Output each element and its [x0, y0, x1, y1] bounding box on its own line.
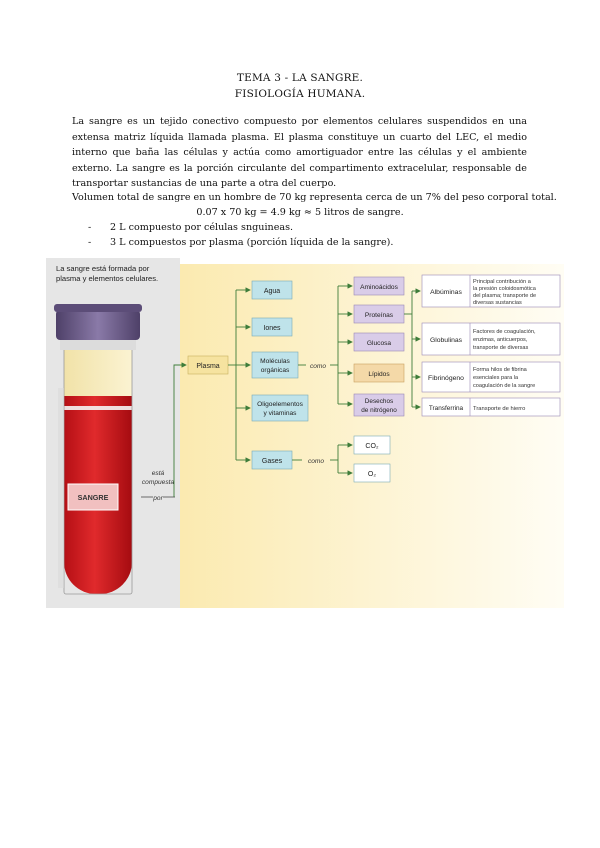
tube-cap-top: [54, 304, 142, 312]
gases-label: Gases: [261, 458, 283, 465]
document-subtitle: FISIOLOGÍA HUMANA.: [234, 88, 366, 100]
albumin-desc: del plasma; transporte de: [473, 293, 537, 299]
composed-text-3: por: [153, 495, 163, 502]
aminoacids-label: Aminoácidos: [360, 284, 398, 291]
transferrin-desc: Transporte de hierro: [473, 406, 526, 412]
trace-box: [252, 395, 308, 421]
globulin-desc: Factores de coagulación,: [473, 329, 536, 335]
fibrinogen-row: [422, 362, 560, 392]
albumin-name: Albúminas: [430, 289, 462, 296]
tube-rim: [60, 340, 136, 350]
intro-paragraph: La sangre es un tejido conectivo compuesto por elementos celulares suspendidos en una extensa matriz líquida llamada plasma. El plasma constituye un cuarto del LEC, el medio interno que baña las células y actúa como amortiguador entre las células y el ambiente externo. La sangre es la porción circulante del compartimento extracelular, responsable de transportar sustancias de una parte a otra del cuerpo.: [72, 116, 527, 190]
bullet-item: [88, 237, 393, 248]
albumin-row: [422, 275, 560, 307]
como-label: como: [309, 363, 327, 370]
organic-label-2: orgánicas: [260, 367, 290, 374]
albumin-desc: Principal contribución a: [473, 279, 531, 285]
buffy-coat: [64, 406, 132, 410]
organic-box: [252, 352, 298, 378]
test-tube: [54, 304, 142, 594]
albumin-desc: diversas sustancias: [473, 300, 522, 306]
figure-caption-2: plasma y elementos celulares.: [56, 274, 159, 283]
albumin-desc: la presión coloidosmótica: [473, 286, 536, 292]
ions-label: Iones: [263, 325, 281, 332]
figure-caption: La sangre está formada por: [56, 264, 150, 273]
globulin-desc: enzimas, anticuerpos,: [473, 337, 528, 343]
transferrin-name: Transferrina: [428, 405, 464, 412]
transferrin-row: [422, 398, 560, 416]
plasma-label: Plasma: [196, 363, 220, 370]
co2-label: CO₂: [365, 443, 379, 450]
trace-label: Oligoelementos: [257, 401, 303, 408]
o2-label: O₂: [367, 471, 377, 478]
tube-label: SANGRE: [77, 493, 109, 502]
bullet-marker: -: [88, 222, 92, 233]
bullet-text: 2 L compuesto por células snguineas.: [110, 222, 294, 233]
figure-svg: [46, 258, 564, 608]
fibrinogen-desc: Forma hilos de fibrina: [473, 367, 527, 373]
composed-text-1: está: [151, 470, 165, 477]
formula-line: 0.07 x 70 kg = 4.9 kg ≈ 5 litros de sangre.: [196, 207, 404, 218]
globulin-row: [422, 323, 560, 355]
water-label: Agua: [263, 288, 281, 295]
bullet-item: [88, 222, 293, 233]
tube-shadow: [58, 388, 64, 588]
globulin-name: Globulinas: [429, 337, 463, 344]
waste-label-2: de nitrógeno: [361, 407, 397, 414]
bullet-marker: -: [88, 237, 92, 248]
composed-text-2: compuesta: [141, 479, 175, 486]
bullet-text: 3 L compuestos por plasma (porción líquida de la sangre).: [110, 237, 394, 248]
blood-composition-figure: [46, 258, 564, 608]
proteins-label: Proteínas: [364, 312, 394, 319]
fibrinogen-name: Fibrinógeno: [428, 375, 464, 382]
tube-cap: [56, 310, 140, 340]
glucose-label: Glucosa: [366, 340, 392, 347]
organic-label: Moléculas: [260, 358, 290, 365]
lipids-label: Lípidos: [368, 371, 390, 378]
plasma-layer: [64, 342, 132, 396]
volume-line: Volumen total de sangre en un hombre de 70 kg representa cerca de un 7% del peso corporal total.: [72, 192, 557, 203]
document-title: TEMA 3 - LA SANGRE.: [236, 72, 364, 84]
waste-label: Desechos: [364, 398, 394, 405]
fibrinogen-desc: esenciales para la: [473, 375, 519, 381]
fibrinogen-desc: coagulación de la sangre: [473, 383, 536, 389]
globulin-desc: transporte de diversas: [473, 345, 529, 351]
como-label: como: [307, 458, 325, 465]
trace-label-2: y vitaminas: [263, 410, 297, 417]
